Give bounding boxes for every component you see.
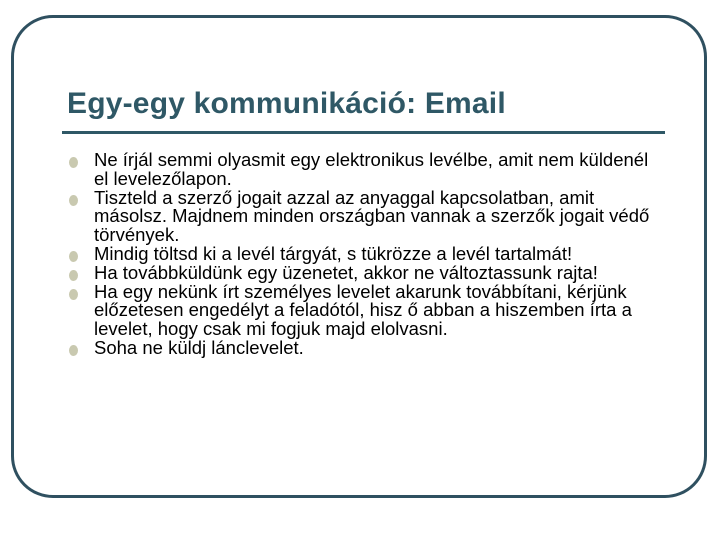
- bullet-dot-icon: [69, 289, 78, 300]
- bullet-text: Mindig töltsd ki a levél tárgyát, s tükrözze a levél tartalmát!: [94, 242, 573, 264]
- bullet-text: Ha egy nekünk írt személyes levelet akarunk továbbítani, kérjünk előzetesen engedélyt a feladótól, hisz ő abban a hiszemben írta a levelet, hogy csak mi fogjuk majd elolvasni.: [94, 280, 632, 339]
- title-underline: [62, 131, 665, 134]
- bullet-dot-icon: [69, 251, 78, 262]
- bullet-dot-icon: [69, 195, 78, 206]
- bullet-text: Ha továbbküldünk egy üzenetet, akkor ne változtassunk rajta!: [94, 261, 598, 283]
- bullet-item: [66, 261, 666, 283]
- bullet-text: Soha ne küldj lánclevelet.: [94, 336, 304, 358]
- bullet-dot-icon: [69, 157, 78, 168]
- bullet-item: [66, 280, 666, 339]
- bullet-dot-icon: [69, 270, 78, 281]
- bullet-item: [66, 186, 666, 245]
- slide-title: Egy-egy kommunikáció: Email: [67, 87, 506, 120]
- bullet-item: [66, 336, 666, 358]
- bullet-list: [66, 151, 666, 358]
- bullet-dot-icon: [69, 345, 78, 356]
- bullet-item: [66, 151, 666, 188]
- bullet-text: Tiszteld a szerző jogait azzal az anyaggal kapcsolatban, amit másolsz. Majdnem minden országban vannak a szerzők jogait védő törvények.: [94, 186, 650, 245]
- bullet-text: Ne írjál semmi olyasmit egy elektronikus levélbe, amit nem küldenél el levelezőlapon.: [94, 149, 649, 189]
- bullet-item: [66, 242, 666, 264]
